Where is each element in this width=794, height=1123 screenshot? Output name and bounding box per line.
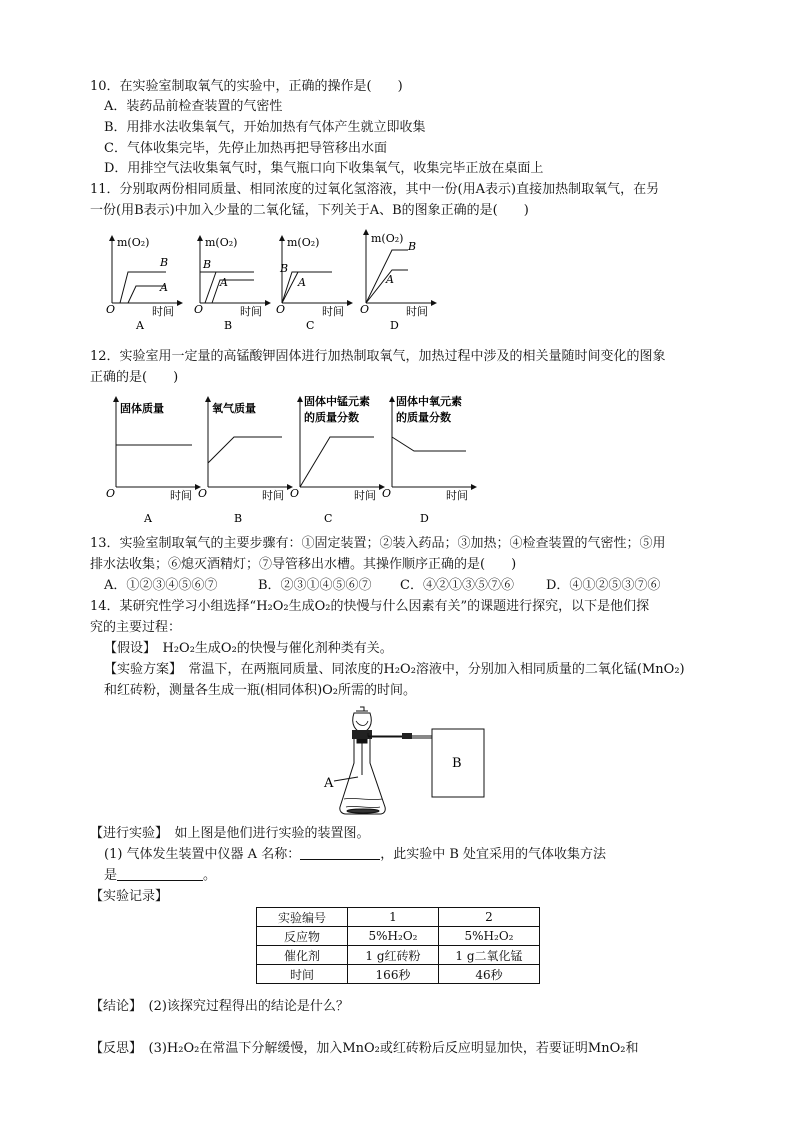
q11b-ylabel: m(O₂) [205, 236, 238, 249]
table-cell: 催化剂 [257, 946, 348, 965]
q14-conclusion: 【结论】 (2)该探究过程得出的结论是什么？ [90, 999, 349, 1014]
table-cell: 1 [348, 908, 439, 927]
q12a-xlabel: 时间 [170, 489, 192, 502]
q12c-label1: 固体中锰元素 [304, 395, 370, 408]
q11a-ylabel: m(O₂) [117, 236, 150, 249]
q11-graphs [100, 228, 440, 338]
q11b-letter: B [224, 319, 233, 332]
q13-option-b: B．②③①④⑤⑥⑦ [258, 578, 372, 593]
q12d-label1: 固体中氧元素 [396, 395, 462, 408]
q11b-curve-a: A [220, 276, 228, 289]
q12-graph-d [382, 394, 476, 525]
table-cell: 166秒 [348, 965, 439, 984]
q10-option-c: C．气体收集完毕，先停止加热再把导管移出水面 [104, 141, 387, 156]
table-cell: 2 [439, 908, 540, 927]
q13-option-d: D．④①②⑤③⑦⑥ [546, 578, 661, 593]
q10-option-d: D．用排空气法收集氧气时，集气瓶口向下收集氧气，收集完毕正放在桌面上 [104, 161, 544, 176]
q10-option-a: A．装药品前检查装置的气密性 [104, 99, 283, 114]
q12a-label1: 固体质量 [120, 402, 164, 415]
q12-graph-c [290, 394, 384, 525]
table-row [257, 908, 540, 927]
label-a: A [324, 776, 334, 791]
q12b-origin: O [198, 487, 208, 500]
q12c-origin: O [290, 487, 300, 500]
q11a-curve-b: B [160, 256, 169, 269]
q12-graph-a [106, 397, 200, 525]
q14-q1-part4: 。 [203, 868, 217, 883]
q12b-xlabel: 时间 [262, 489, 284, 502]
q11c-curve-a: A [298, 276, 306, 289]
experiment-record-table [256, 907, 540, 984]
q10-stem: 10．在实验室制取氧气的实验中，正确的操作是( ) [90, 79, 403, 94]
q11b-xlabel: 时间 [240, 305, 262, 318]
q11-graph-d [360, 230, 436, 332]
table-row [257, 927, 540, 946]
q14-question1-cont [104, 866, 216, 886]
q12d-letter: D [420, 512, 429, 525]
q11c-ylabel: m(O₂) [287, 236, 320, 249]
q11-graph-a [106, 236, 182, 332]
q14-hypothesis: 【假设】 H₂O₂生成O₂的快慢与催化剂种类有关。 [104, 641, 393, 656]
q11b-curve-b: B [203, 258, 212, 271]
table-cell: 1 g红砖粉 [348, 946, 439, 965]
q11-stem-line2: 一份(用B表示)中加入少量的二氧化锰，下列关于A、B的图象正确的是( ) [90, 203, 529, 218]
q11d-ylabel: m(O₂) [371, 232, 404, 245]
box-label-b: B [452, 756, 462, 771]
q11d-curve-b: B [408, 240, 417, 253]
q12c-xlabel: 时间 [354, 489, 376, 502]
q10-option-b: B．用排水法收集氧气，开始加热有气体产生就立即收集 [104, 120, 426, 135]
q14-q1-part3: 是 [104, 868, 118, 883]
q12c-letter: C [324, 512, 333, 525]
q12d-label2: 的质量分数 [396, 411, 451, 424]
q12a-letter: A [144, 512, 152, 525]
table-cell: 5%H₂O₂ [348, 927, 439, 946]
q12-graphs [104, 393, 504, 528]
q12c-label2: 的质量分数 [304, 411, 359, 424]
instrument-name-blank[interactable] [300, 845, 380, 860]
q13-option-c: C．④②①③⑤⑦⑥ [400, 578, 514, 593]
table-cell: 1 g二氧化锰 [439, 946, 540, 965]
table-row [257, 946, 540, 965]
q14-record-title: 【实验记录】 [90, 889, 169, 904]
q14-reflection: 【反思】 (3)H₂O₂在常温下分解缓慢，加入MnO₂或红砖粉后反应明显加快，若要证明MnO₂和 [90, 1041, 639, 1056]
delivery-tube [368, 733, 432, 739]
q12-stem-line2: 正确的是( ) [90, 370, 179, 385]
q12b-label1: 氧气质量 [212, 402, 256, 415]
q13-line1: 13．实验室制取氧气的主要步骤有：①固定装置；②装入药品；③加热；④检查装置的气密性；⑤用 [90, 536, 666, 551]
q11c-xlabel: 时间 [322, 305, 344, 318]
q11b-origin: O [194, 303, 204, 316]
q14-line2: 究的主要过程： [90, 620, 182, 635]
q12-graph-b [198, 397, 292, 525]
q11-graph-b [194, 236, 270, 332]
q11a-curve-a: A [160, 281, 168, 294]
q14-q1-part1: (1) 气体发生装置中仪器 A 名称： [104, 847, 301, 862]
q14-conduct: 【进行实验】 如上图是他们进行实验的装置图。 [90, 826, 370, 841]
q11a-xlabel: 时间 [152, 305, 174, 318]
q14-plan-line1: 【实验方案】 常温下，在两瓶同质量、同浓度的H₂O₂溶液中，分别加入相同质量的二氧化锰(MnO₂) [104, 662, 685, 677]
q11d-xlabel: 时间 [406, 305, 428, 318]
conical-flask [340, 739, 385, 814]
table-cell: 5%H₂O₂ [439, 927, 540, 946]
table-row [257, 965, 540, 984]
q14-q1-part2: ，此实验中 B 处宜采用的气体收集方法 [380, 847, 607, 862]
q11d-letter: D [390, 319, 399, 332]
q11-graph-c [276, 236, 352, 332]
table-cell: 反应物 [257, 927, 348, 946]
q13-option-a: A．①②③④⑤⑥⑦ [104, 578, 218, 593]
stopper [352, 730, 372, 739]
q13-line2: 排水法收集；⑥熄灭酒精灯；⑦导管移出水槽。其操作顺序正确的是( ) [90, 557, 517, 572]
q14-plan-line2: 和红砖粉，测量各生成一瓶(相同体积)O₂所需的时间。 [104, 683, 417, 698]
q14-question1 [104, 845, 606, 865]
table-cell: 46秒 [439, 965, 540, 984]
q11a-letter: A [136, 319, 144, 332]
q12b-letter: B [234, 512, 243, 525]
q11a-origin: O [106, 303, 116, 316]
separatory-funnel [353, 707, 372, 775]
q12a-origin: O [106, 487, 116, 500]
collection-method-blank[interactable] [117, 866, 203, 881]
q11d-origin: O [360, 303, 370, 316]
apparatus-diagram [320, 703, 490, 828]
q11c-origin: O [276, 303, 286, 316]
table-cell: 实验编号 [257, 908, 348, 927]
q12d-xlabel: 时间 [446, 489, 468, 502]
q14-line1: 14．某研究性学习小组选择“H₂O₂生成O₂的快慢与什么因素有关”的课题进行探究，以下是他们探 [90, 599, 650, 614]
q11c-curve-b: B [280, 262, 289, 275]
q12d-origin: O [382, 487, 392, 500]
table-cell: 时间 [257, 965, 348, 984]
q12-stem-line1: 12．实验室用一定量的高锰酸钾固体进行加热制取氧气，加热过程中涉及的相关量随时间变化的图象 [90, 349, 666, 364]
q11-stem-line1: 11．分别取两份相同质量、相同浓度的过氧化氢溶液，其中一份(用A表示)直接加热制取氧气，在另 [90, 182, 660, 197]
q11c-letter: C [306, 319, 315, 332]
q11d-curve-a: A [386, 273, 394, 286]
